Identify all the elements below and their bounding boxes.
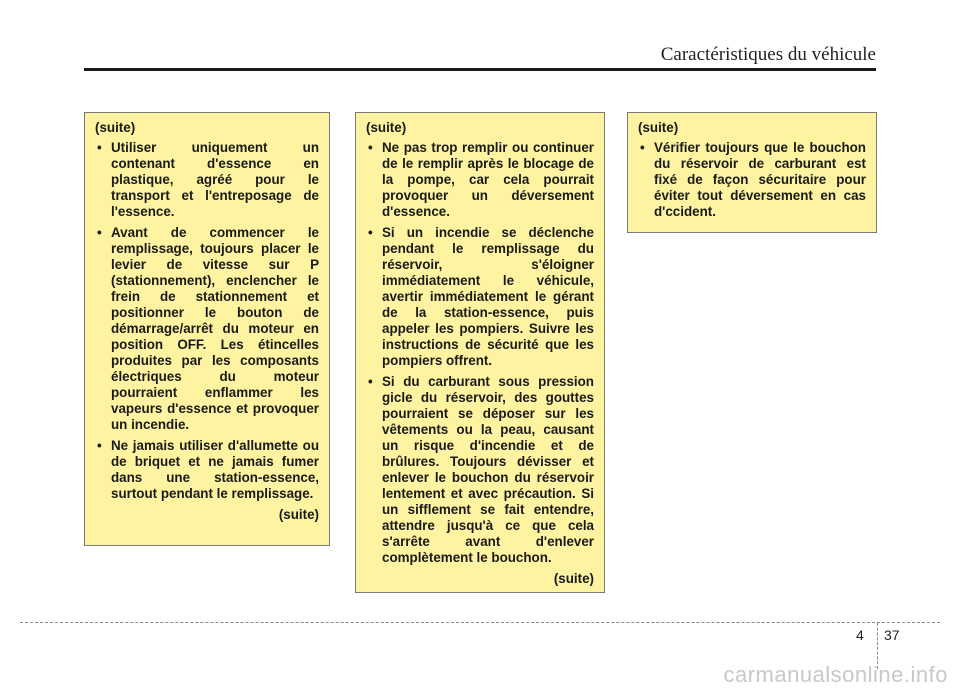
continued-label-top: (suite) <box>95 120 136 135</box>
list-item-text: Utiliser uniquement un contenant d'essence en plastique, agréé pour le transport et l'entreposage de l'essence. <box>111 140 319 219</box>
bullet: • <box>97 140 102 155</box>
warning-box-3 <box>627 112 877 233</box>
warning-box-2 <box>355 112 605 593</box>
list-item-text: Si du carburant sous pression gicle du réservoir, des gouttes pourraient se déposer sur les vêtements ou la peau, causant un risque d'incendie et de brûlures. Toujours dévisser et enlever le bouchon du réservoir lentement et avec précaution. Si un sifflement se fait entendre, attendre jusqu'à ce que cela s'arrête avant d'enlever complètement le bouchon. <box>382 374 594 565</box>
continued-label-top: (suite) <box>638 120 679 135</box>
continued-label-bottom: (suite) <box>553 571 594 586</box>
list-item <box>95 225 319 433</box>
list-item <box>366 374 594 566</box>
bullet: • <box>368 140 373 155</box>
warning-box-1 <box>84 112 330 546</box>
bullet: • <box>368 225 373 240</box>
header-rule <box>84 68 876 71</box>
list-item-text: Vérifier toujours que le bouchon du réservoir de carburant est fixé de façon sécuritaire pour éviter tout déversement en cas d'ccident. <box>654 140 866 219</box>
chapter-number: 4 <box>856 627 864 643</box>
bullet: • <box>368 374 373 389</box>
list-item-text: Ne jamais utiliser d'allumette ou de briquet et ne jamais fumer dans une station-essence, surtout pendant le remplissage. <box>111 438 319 501</box>
section-title: Caractéristiques du véhicule <box>660 44 876 65</box>
footer-rule <box>20 622 940 623</box>
list-item-text: Ne pas trop remplir ou continuer de le remplir après le blocage de la pompe, car cela pourrait provoquer un déversement d'essence. <box>382 140 594 219</box>
list-item <box>95 140 319 220</box>
continued-label-top: (suite) <box>366 120 407 135</box>
list-item <box>638 140 866 220</box>
page-number: 37 <box>884 627 900 643</box>
watermark: carmanualsonline.info <box>723 662 948 687</box>
list-item-text: Avant de commencer le remplissage, toujours placer le levier de vitesse sur P (stationnement), enclencher le frein de stationnement et positionner le bouton de démarrage/arrêt du moteur en position OFF. Les étincelles produites par les composants électriques du moteur pourraient enflammer les vapeurs d'essence et provoquer un incendie. <box>111 225 319 432</box>
bullet: • <box>640 140 645 155</box>
list-item <box>95 438 319 502</box>
bullet: • <box>97 225 102 240</box>
list-item <box>366 225 594 369</box>
bullet: • <box>97 438 102 453</box>
list-item-text: Si un incendie se déclenche pendant le remplissage du réservoir, s'éloigner immédiatement le véhicule, avertir immédiatement le gérant de la station-essence, puis appeler les pompiers. Suivre les instructions de sécurité que les pompiers offrent. <box>382 225 594 368</box>
continued-label-bottom: (suite) <box>278 507 319 522</box>
list-item <box>366 140 594 220</box>
